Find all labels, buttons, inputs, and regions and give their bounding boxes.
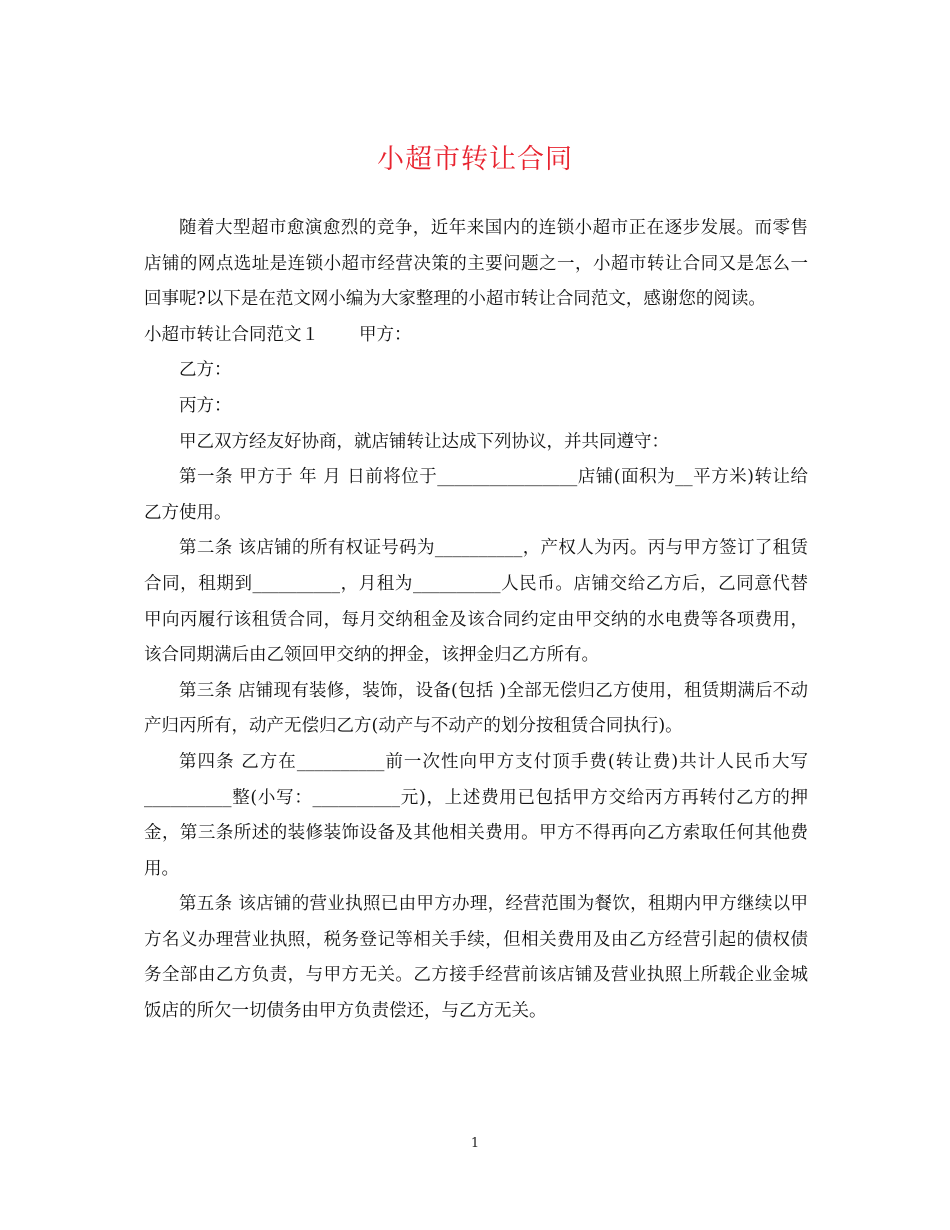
document-title: 小超市转让合同 [377, 144, 573, 175]
sample-heading-line [144, 318, 808, 354]
article-1: 第一条 甲方于 年 月 日前将位于________________店铺(面积为__平方米)转让给乙方使用。 [144, 467, 808, 523]
party-c-label: 丙方： [179, 395, 232, 416]
page-number: 1 [470, 1136, 480, 1151]
article-3: 第三条 店铺现有装修，装饰，设备(包括 )全部无偿归乙方使用，租赁期满后不动产归丙所有，动产无偿归乙方(动产与不动产的划分按租赁合同执行)。 [144, 680, 808, 737]
article-5: 第五条 该店铺的营业执照已由甲方办理，经营范围为餐饮，租期内甲方继续以甲方名义办理营业执照，税务登记等相关手续，但相关费用及由乙方经营引起的债权债务全部由乙方负责，与甲方无关。乙方接手经营前该店铺及营业执照上所载企业金城饭店的所欠一切债务由甲方负责偿还，与乙方无关。 [144, 894, 808, 1022]
agreement-paragraph: 甲乙双方经友好协商，就店铺转让达成下列协议，并共同遵守： [179, 431, 669, 452]
article-2: 第二条 该店铺的所有权证号码为__________，产权人为丙。丙与甲方签订了租赁合同，租期到__________，月租为__________人民币。店铺交给乙方后，乙同意代替甲向丙履行该租赁合同，每月交纳租金及该合同约定由甲交纳的水电费等各项费用，该合同期满后由乙领回甲交纳的押金，该押金归乙方所有。 [144, 538, 808, 666]
intro-paragraph: 随着大型超市愈演愈烈的竞争，近年来国内的连锁小超市正在逐步发展。而零售店铺的网点选址是连锁小超市经营决策的主要问题之一，小超市转让合同又是怎么一回事呢?以下是在范文网小编为大家整理的小超市转让合同范文，感谢您的阅读。 [144, 218, 808, 310]
sample-heading: 小超市转让合同范文１ [144, 324, 319, 345]
document-body [144, 211, 808, 1030]
party-b-label: 乙方： [179, 360, 232, 381]
party-a-label: 甲方： [359, 324, 412, 345]
article-4: 第四条 乙方在__________前一次性向甲方支付顶手费(转让费)共计人民币大写__________整(小写：__________元)，上述费用已包括甲方交给丙方再转付乙方的押金，第三条所述的装修装饰设备及其他相关费用。甲方不得再向乙方索取任何其他费用。 [144, 751, 808, 879]
